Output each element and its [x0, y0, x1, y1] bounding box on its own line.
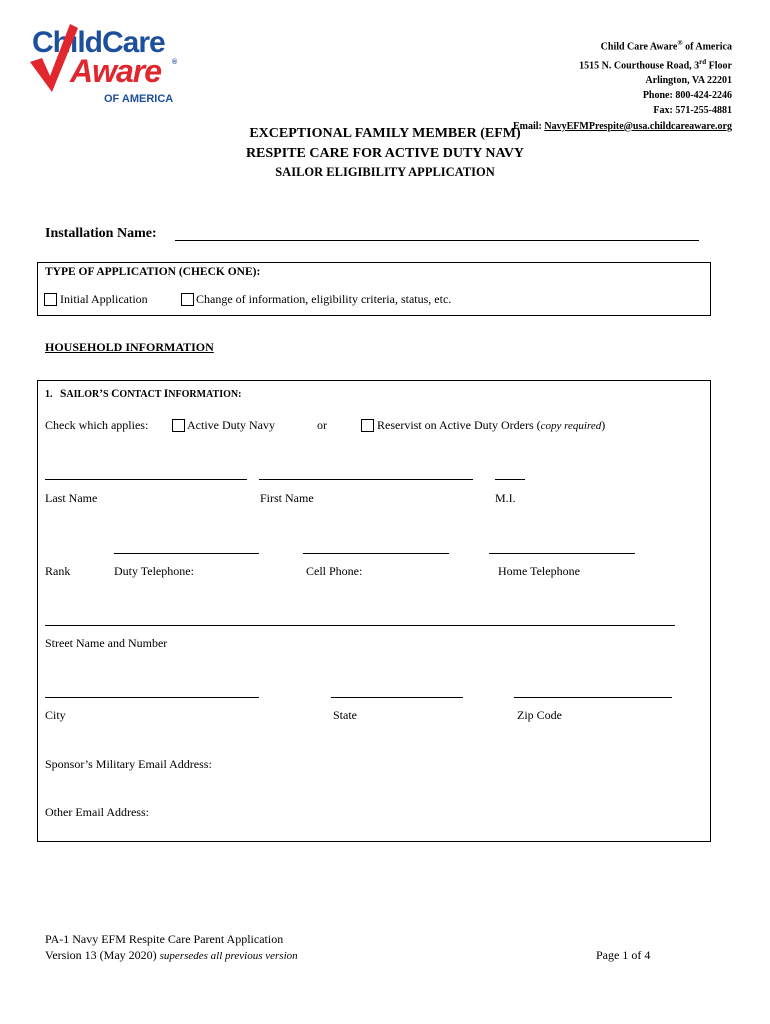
city-input-line[interactable] [45, 697, 259, 698]
installation-input-line[interactable] [175, 240, 699, 241]
logo-line2: Aware [70, 53, 162, 89]
check-applies-label: Check which applies: [45, 418, 149, 432]
zip-label: Zip Code [517, 708, 562, 722]
logo-registered: ® [172, 59, 178, 66]
first-name-input-line[interactable] [259, 479, 473, 480]
duty-phone-label: Duty Telephone: [114, 564, 194, 578]
org-street: 1515 N. Courthouse Road, 3rd Floor [579, 57, 732, 71]
org-phone: Phone: 800-424-2246 [642, 90, 732, 102]
cell-phone-label: Cell Phone: [306, 564, 363, 578]
household-heading: HOUSEHOLD INFORMATION [45, 340, 214, 354]
initial-application-label: Initial Application [60, 292, 148, 306]
reservist-label: Reservist on Active Duty Orders (copy required) [377, 418, 606, 432]
title-line1: EXCEPTIONAL FAMILY MEMBER (EFM) [249, 126, 521, 141]
org-fax: Fax: 571-255-4881 [653, 105, 732, 117]
other-email-label: Other Email Address: [45, 805, 149, 819]
title-line2: RESPITE CARE FOR ACTIVE DUTY NAVY [245, 146, 525, 161]
rank-label: Rank [45, 564, 71, 578]
state-label: State [333, 708, 357, 722]
application-type-heading: TYPE OF APPLICATION (CHECK ONE): [45, 266, 261, 278]
reservist-checkbox[interactable] [361, 419, 374, 432]
active-duty-label: Active Duty Navy [187, 418, 275, 432]
active-duty-checkbox[interactable] [172, 419, 185, 432]
home-phone-input-line[interactable] [489, 553, 635, 554]
first-name-label: First Name [260, 491, 314, 505]
logo-line1: ChildCare [32, 26, 165, 59]
org-address-block [513, 36, 732, 134]
state-input-line[interactable] [331, 697, 463, 698]
initial-application-checkbox[interactable] [44, 293, 57, 306]
last-name-label: Last Name [45, 491, 98, 505]
installation-label: Installation Name: [45, 226, 157, 241]
city-label: City [45, 708, 66, 722]
form-version: Version 13 (May 2020) supersedes all previous version [45, 948, 298, 962]
mi-input-line[interactable] [495, 479, 525, 480]
change-of-information-label: Change of information, eligibility criteria, status, etc. [196, 292, 452, 306]
last-name-input-line[interactable] [45, 479, 247, 480]
childcare-aware-logo [26, 18, 186, 110]
page-number: Page 1 of 4 [596, 948, 651, 962]
sailor-contact-box [37, 380, 711, 842]
mi-label: M.I. [495, 491, 516, 505]
title-line3: SAILOR ELIGIBILITY APPLICATION [275, 165, 495, 179]
sailor-section-heading: 1. SAILOR’S CONTACT INFORMATION: [45, 388, 242, 400]
org-email: Email: NavyEFMPrespite@usa.childcareaware.org [513, 120, 732, 132]
email-link[interactable]: NavyEFMPrespite@usa.childcareaware.org [544, 120, 732, 132]
duty-phone-input-line[interactable] [114, 553, 259, 554]
home-phone-label: Home Telephone [498, 564, 580, 578]
street-input-line[interactable] [45, 625, 675, 626]
logo-line3: OF AMERICA [104, 93, 174, 105]
zip-input-line[interactable] [514, 697, 672, 698]
org-city: Arlington, VA 22201 [645, 75, 732, 87]
or-text: or [317, 418, 327, 432]
form-name: PA-1 Navy EFM Respite Care Parent Application [45, 932, 284, 946]
cell-phone-input-line[interactable] [303, 553, 449, 554]
street-label: Street Name and Number [45, 636, 168, 650]
org-name: Child Care Aware® of America [600, 39, 732, 53]
change-of-information-checkbox[interactable] [181, 293, 194, 306]
military-email-label: Sponsor’s Military Email Address: [45, 757, 212, 771]
